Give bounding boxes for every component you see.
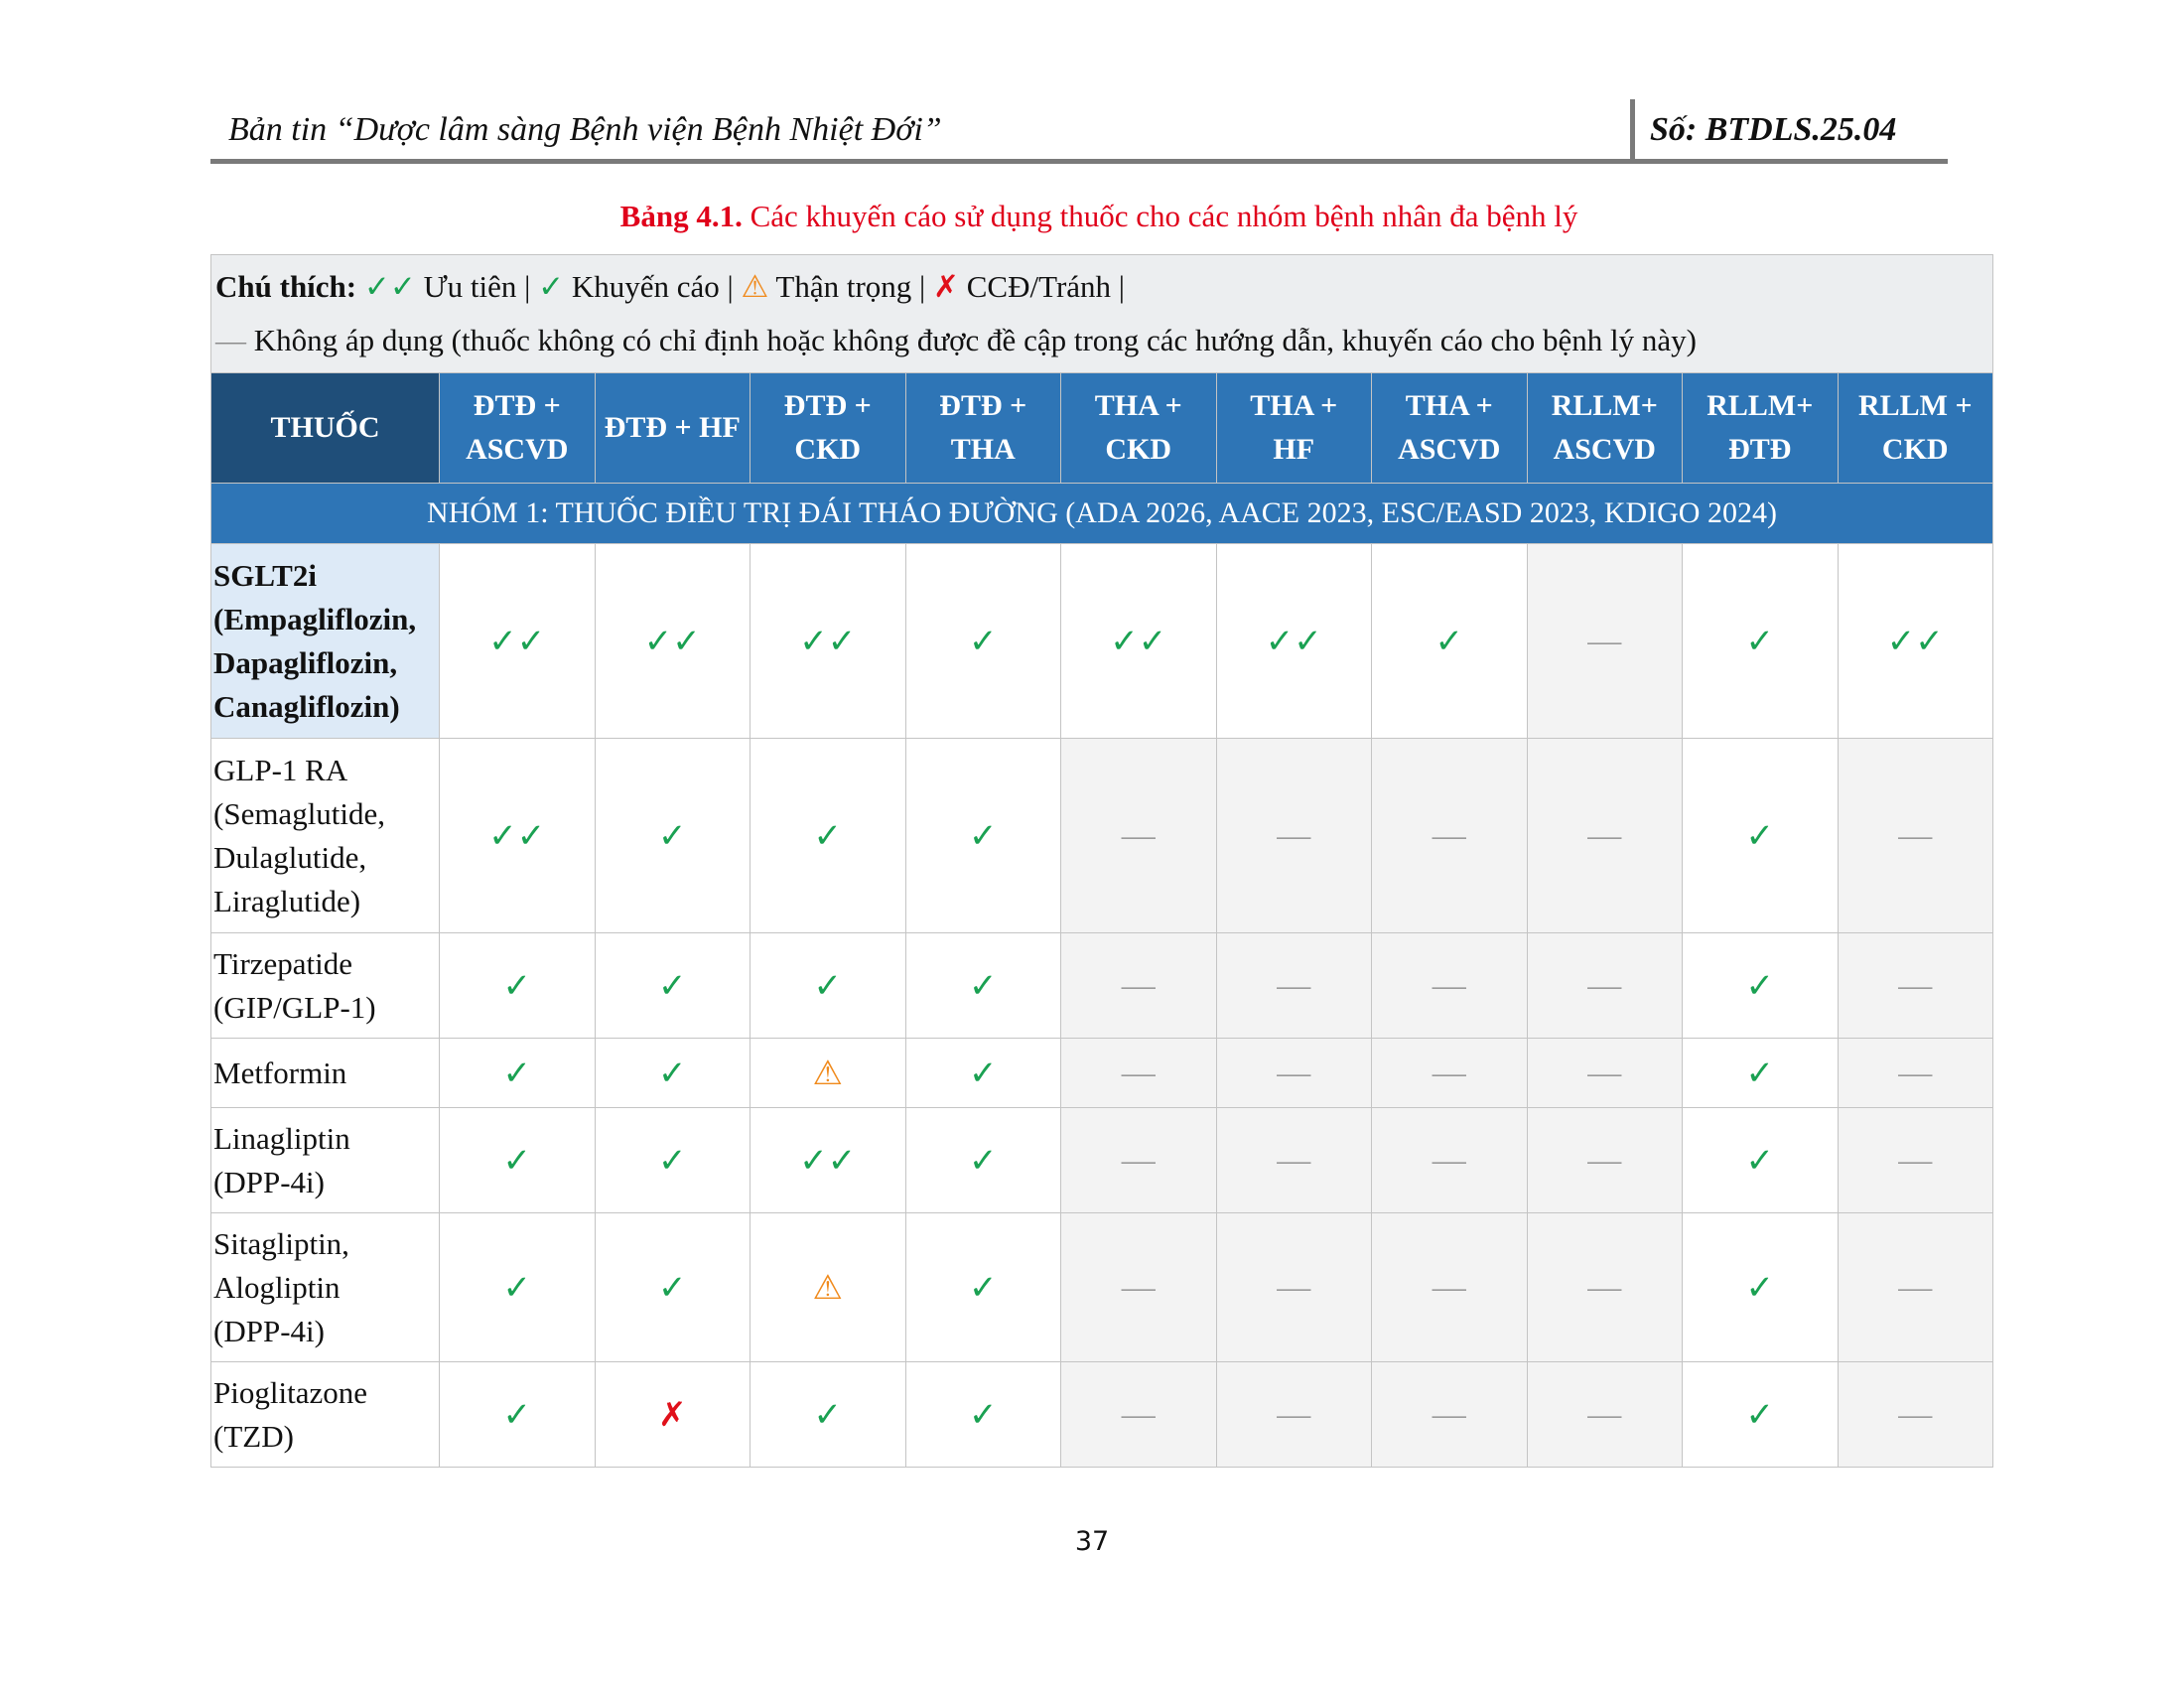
recommendation-cell [1216,1108,1372,1213]
check-icon: ✓ [1745,817,1774,855]
recommendation-cell [1061,1213,1217,1362]
page-number: 37 [1074,1526,1110,1557]
table-row [211,739,1993,933]
drug-name-line: (DPP-4i) [213,1164,325,1199]
recommendation-cell [595,1108,751,1213]
recommendation-cell [1372,544,1528,739]
check-icon: ✓ [969,1055,998,1092]
recommendation-cell [1683,544,1839,739]
recommendation-cell [1061,1362,1217,1468]
column-header [440,373,596,484]
cross-icon: ✗ [658,1396,687,1434]
double-check-icon: ✓✓ [1110,623,1167,660]
table-row [211,933,1993,1039]
dash-icon: — [1898,1141,1933,1179]
recommendation-cell [1838,1108,1993,1213]
column-header [1372,373,1528,484]
column-header-line: ASCVD [1553,433,1656,466]
double-check-icon: ✓✓ [488,817,546,855]
legend-not-applicable: Không áp dụng (thuốc không có chỉ định hoặc không được đề cập trong các hướng dẫn, khuyến cáo cho bệnh lý này) [246,323,1697,357]
check-icon: ✓ [969,623,998,660]
check-icon: ✓ [1745,623,1774,660]
recommendation-cell [1527,544,1683,739]
dash-icon: — [1432,966,1466,1004]
recommendation-cell [1683,1039,1839,1108]
recommendation-cell [1216,544,1372,739]
check-icon: ✓ [658,1142,687,1180]
group-title: NHÓM 1: THUỐC ĐIỀU TRỊ ĐÁI THÁO ĐƯỜNG (ADA 2026, AACE 2023, ESC/EASD 2023, KDIGO 2024) [211,484,1993,544]
recommendation-cell [595,1213,751,1362]
dash-icon: — [1277,1395,1311,1433]
dash-icon: — [1587,1395,1622,1433]
drug-name [211,544,440,739]
recommendation-cell [1683,933,1839,1039]
recommendation-cell [1683,1362,1839,1468]
column-header [1838,373,1993,484]
check-icon: ✓ [1745,1396,1774,1434]
column-header-line: CKD [794,433,862,466]
dash-icon: — [1898,966,1933,1004]
warning-icon: ⚠ [812,1269,843,1307]
legend-row [211,255,1993,373]
recommendation-cell [595,933,751,1039]
dash-icon: — [1898,816,1933,854]
column-header [1527,373,1683,484]
recommendation-cell [1061,1108,1217,1213]
dash-icon: — [1898,1054,1933,1091]
column-header-line: CKD [1105,433,1172,466]
dash-icon: — [1432,1268,1466,1306]
double-check-icon: ✓✓ [488,623,546,660]
column-header-line: ASCVD [466,433,569,466]
double-check-icon: ✓✓ [643,623,701,660]
recommendation-cell [905,1108,1061,1213]
recommendation-cell [1683,739,1839,933]
column-header-line: THA + [1405,389,1493,422]
column-header-line: ASCVD [1398,433,1501,466]
double-check-icon: ✓✓ [363,269,416,304]
dash-icon: — [1587,622,1622,659]
column-header-line: THA [950,433,1016,466]
check-icon: ✓ [969,1269,998,1307]
drug-name-line: GLP-1 RA [213,752,348,787]
dash-icon: — [1121,1054,1156,1091]
recommendation-cell [1061,739,1217,933]
double-check-icon: ✓✓ [799,623,857,660]
check-icon: ✓ [813,817,842,855]
column-header-line: CKD [1881,433,1949,466]
dash-icon: — [215,323,246,357]
header-rule [210,159,1948,164]
dash-icon: — [1277,1268,1311,1306]
dash-icon: — [1432,1395,1466,1433]
recommendation-cell [1372,1362,1528,1468]
column-header [1683,373,1839,484]
dash-icon: — [1121,816,1156,854]
recommendation-cell [440,1362,596,1468]
dash-icon: — [1587,816,1622,854]
legend-label: Chú thích: [215,269,357,304]
check-icon: ✓ [969,967,998,1005]
recommendation-cell [1372,739,1528,933]
warning-icon: ⚠ [741,269,769,304]
dash-icon: — [1121,966,1156,1004]
check-icon: ✓ [502,1142,531,1180]
recommendation-cell [595,739,751,933]
header-separator [1630,99,1635,161]
column-header [1061,373,1217,484]
recommendation-cell [1216,933,1372,1039]
recommendation-cell [440,933,596,1039]
recommendation-table [210,254,1993,1468]
column-header-line: ĐTĐ + HF [604,411,741,444]
recommendation-cell [440,1108,596,1213]
table-row [211,1039,1993,1108]
column-header-line: RLLM + [1857,389,1973,422]
recommendation-cell [905,1039,1061,1108]
legend-caution: Thận trọng | [768,269,934,304]
recommendation-cell [751,933,906,1039]
dash-icon: — [1121,1268,1156,1306]
page-header [210,99,1948,163]
recommendation-cell [1372,1213,1528,1362]
drug-name-line: Metformin [213,1055,347,1090]
drug-name-line: Dapagliflozin, [213,644,398,680]
check-icon: ✓ [538,269,565,304]
recommendation-cell [595,544,751,739]
drug-name-line: Dulaglutide, [213,839,367,875]
group-row [211,484,1993,544]
check-icon: ✓ [502,1396,531,1434]
recommendation-cell [1838,544,1993,739]
drug-name-line: Sitagliptin, [213,1225,349,1261]
table-caption [210,199,1987,234]
recommendation-cell [1527,1108,1683,1213]
legend-recommended: Khuyến cáo | [564,269,742,304]
dash-icon: — [1587,1268,1622,1306]
recommendation-cell [1527,933,1683,1039]
check-icon: ✓ [969,1142,998,1180]
drug-name-line: (Empagliflozin, [213,601,417,636]
check-icon: ✓ [658,817,687,855]
double-check-icon: ✓✓ [799,1142,857,1180]
dash-icon: — [1277,1054,1311,1091]
legend-line-2 [215,314,1988,367]
recommendation-cell [1527,1213,1683,1362]
drug-name-line: Pioglitazone [213,1374,367,1410]
legend [211,255,1993,373]
column-header-line: RLLM+ [1706,389,1814,422]
recommendation-cell [905,1362,1061,1468]
recommendation-cell [751,544,906,739]
recommendation-cell [1683,1213,1839,1362]
dash-icon: — [1432,1141,1466,1179]
drug-column-header: THUỐC [211,373,440,484]
recommendation-cell [1216,1039,1372,1108]
recommendation-cell [1838,1039,1993,1108]
check-icon: ✓ [502,1055,531,1092]
bulletin-title: Bản tin “Dược lâm sàng Bệnh viện Bệnh Nhiệt Đới” [228,111,942,148]
drug-name-line: Linagliptin [213,1120,350,1156]
cross-icon: ✗ [933,269,959,304]
check-icon: ✓ [502,967,531,1005]
dash-icon: — [1432,1054,1466,1091]
dash-icon: — [1277,1141,1311,1179]
dash-icon: — [1898,1268,1933,1306]
recommendation-cell [1061,1039,1217,1108]
recommendation-cell [1527,1039,1683,1108]
table-row [211,1362,1993,1468]
legend-avoid: CCĐ/Tránh | [959,269,1125,304]
column-header-row [211,373,1993,484]
check-icon: ✓ [813,1396,842,1434]
recommendation-cell [1216,1213,1372,1362]
drug-name-line: Liraglutide) [213,883,361,918]
column-header-line: ĐTĐ [1728,433,1792,466]
drug-name [211,1039,440,1108]
drug-name-line: (DPP-4i) [213,1313,325,1348]
recommendation-cell [440,739,596,933]
drug-name-line: Canagliflozin) [213,688,400,724]
recommendation-cell [905,933,1061,1039]
recommendation-cell [1216,739,1372,933]
caption-label: Bảng 4.1. [619,199,743,233]
recommendation-cell [1527,1362,1683,1468]
recommendation-cell [440,1213,596,1362]
drug-name [211,739,440,933]
dash-icon: — [1277,966,1311,1004]
check-icon: ✓ [1745,1142,1774,1180]
table-row [211,1213,1993,1362]
column-header-line: ĐTĐ + [473,389,561,422]
warning-icon: ⚠ [812,1055,843,1092]
column-header [1216,373,1372,484]
column-header-line: THA + [1094,389,1182,422]
column-header [751,373,906,484]
legend-line-1 [215,260,1988,314]
recommendation-cell [1838,933,1993,1039]
recommendation-cell [1372,933,1528,1039]
drug-name [211,1362,440,1468]
check-icon: ✓ [502,1269,531,1307]
check-icon: ✓ [1745,1269,1774,1307]
recommendation-cell [751,1039,906,1108]
drug-name-line: Alogliptin [213,1269,341,1305]
check-icon: ✓ [658,1269,687,1307]
dash-icon: — [1898,1395,1933,1433]
recommendation-cell [1372,1108,1528,1213]
check-icon: ✓ [1745,967,1774,1005]
double-check-icon: ✓✓ [1265,623,1322,660]
recommendation-cell [595,1362,751,1468]
column-header-line: ĐTĐ + [939,389,1027,422]
dash-icon: — [1121,1141,1156,1179]
caption-text: Các khuyến cáo sử dụng thuốc cho các nhóm bệnh nhân đa bệnh lý [742,199,1578,233]
dash-icon: — [1587,1054,1622,1091]
check-icon: ✓ [658,1055,687,1092]
double-check-icon: ✓✓ [1886,623,1944,660]
drug-name [211,1108,440,1213]
recommendation-cell [905,739,1061,933]
drug-name-line: (Semaglutide, [213,795,386,831]
recommendation-cell [751,1362,906,1468]
recommendation-cell [905,1213,1061,1362]
recommendation-cell [440,544,596,739]
dash-icon: — [1587,1141,1622,1179]
dash-icon: — [1432,816,1466,854]
recommendation-cell [905,544,1061,739]
drug-name-line: (TZD) [213,1418,294,1454]
table-row [211,544,1993,739]
recommendation-cell [1061,933,1217,1039]
recommendation-cell [440,1039,596,1108]
column-header-line: ĐTĐ + [783,389,872,422]
recommendation-cell [751,1108,906,1213]
dash-icon: — [1277,816,1311,854]
drug-name [211,1213,440,1362]
drug-name-line: Tirzepatide [213,945,353,981]
recommendation-cell [595,1039,751,1108]
check-icon: ✓ [1745,1055,1774,1092]
recommendation-cell [1527,739,1683,933]
check-icon: ✓ [969,817,998,855]
recommendation-cell [751,1213,906,1362]
check-icon: ✓ [969,1396,998,1434]
recommendation-cell [751,739,906,933]
legend-preferred: Ưu tiên | [415,269,539,304]
table-row [211,1108,1993,1213]
check-icon: ✓ [658,967,687,1005]
recommendation-cell [1216,1362,1372,1468]
check-icon: ✓ [813,967,842,1005]
recommendation-cell [1061,544,1217,739]
column-header-line: HF [1273,433,1315,466]
drug-name-line: SGLT2i [213,557,317,593]
column-header [905,373,1061,484]
dash-icon: — [1587,966,1622,1004]
column-header [595,373,751,484]
recommendation-cell [1838,1213,1993,1362]
dash-icon: — [1121,1395,1156,1433]
recommendation-cell [1838,1362,1993,1468]
recommendation-cell [1683,1108,1839,1213]
drug-name [211,933,440,1039]
recommendation-cell [1372,1039,1528,1108]
column-header-line: RLLM+ [1551,389,1658,422]
drug-name-line: (GIP/GLP-1) [213,989,376,1025]
recommendation-cell [1838,739,1993,933]
bulletin-number: Số: BTDLS.25.04 [1650,111,1897,148]
column-header-line: THA + [1250,389,1338,422]
check-icon: ✓ [1434,623,1463,660]
